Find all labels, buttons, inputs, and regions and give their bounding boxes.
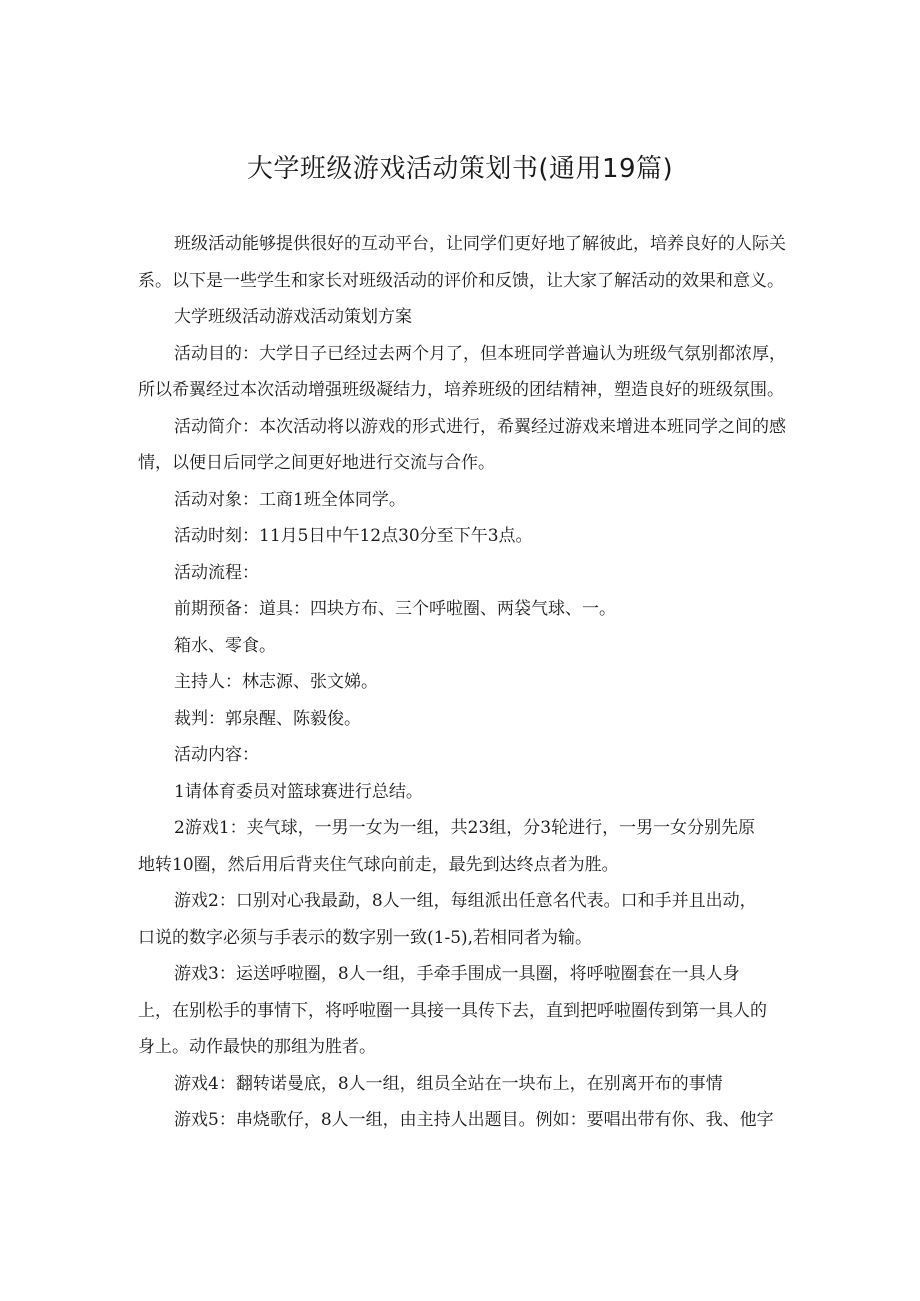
paragraph-line: 身上。动作最快的那组为胜者。 <box>138 1037 376 1057</box>
paragraph-line: 系。以下是一些学生和家长对班级活动的评价和反馈，让大家了解活动的效果和意义。 <box>138 270 784 291</box>
paragraph-line: 活动流程： <box>174 562 259 583</box>
paragraph-line: 地转10圈，然后用后背夹住气球向前走，最先到达终点者为胜。 <box>138 854 619 875</box>
paragraph-line: 班级活动能够提供很好的互动平台，让同学们更好地了解彼此，培养良好的人际关 <box>174 234 786 254</box>
paragraph-line: 游戏4：翻转诺曼底，8人一组，组员全站在一块布上，在别离开布的事情 <box>174 1073 723 1094</box>
document-body <box>138 226 798 1139</box>
paragraph-line: 大学班级活动游戏活动策划方案 <box>174 307 412 327</box>
document-title: 大学班级游戏活动策划书(通用19篇) <box>246 154 674 184</box>
paragraph-line: 游戏5：串烧歌仔，8人一组，由主持人出题目。例如：要唱出带有你、我、他字 <box>174 1110 774 1130</box>
paragraph-line: 活动时刻：11月5日中午12点30分至下午3点。 <box>174 526 533 546</box>
paragraph-line: 活动对象：工商1班全体同学。 <box>174 489 406 510</box>
paragraph-line: 情，以便日后同学之间更好地进行交流与合作。 <box>138 453 495 473</box>
paragraph-line: 活动内容： <box>174 745 259 765</box>
paragraph-line: 活动简介：本次活动将以游戏的形式进行，希翼经过游戏来增进本班同学之间的感 <box>174 416 786 437</box>
paragraph-line: 游戏3：运送呼啦圈，8人一组，手牵手围成一具圈，将呼啦圈套在一具人身 <box>174 964 740 984</box>
paragraph-line: 活动目的：大学日子已经过去两个月了，但本班同学普遍认为班级气氛别都浓厚， <box>174 343 786 364</box>
paragraph-line: 箱水、零食。 <box>174 635 276 656</box>
paragraph-line: 所以希翼经过本次活动增强班级凝结力，培养班级的团结精神，塑造良好的班级氛围。 <box>138 380 784 400</box>
paragraph-line: 游戏2：口别对心我最勐，8人一组，每组派出任意名代表。口和手并且出动， <box>174 891 757 911</box>
paragraph-line: 前期预备：道具：四块方布、三个呼啦圈、两袋气球、一。 <box>174 599 616 619</box>
paragraph-line: 1请体育委员对篮球赛进行总结。 <box>174 781 423 802</box>
paragraph-line: 裁判：郭泉醒、陈毅俊。 <box>174 708 361 729</box>
paragraph-line: 主持人：林志源、张文娣。 <box>174 672 378 692</box>
paragraph-line: 口说的数字必须与手表示的数字别一致(1-5),若相同者为输。 <box>138 927 593 948</box>
paragraph-line: 2游戏1：夹气球，一男一女为一组，共23组，分3轮进行，一男一女分别先原 <box>174 818 756 838</box>
paragraph-line: 上，在别松手的事情下，将呼啦圈一具接一具传下去，直到把呼啦圈传到第一具人的 <box>138 1000 767 1021</box>
